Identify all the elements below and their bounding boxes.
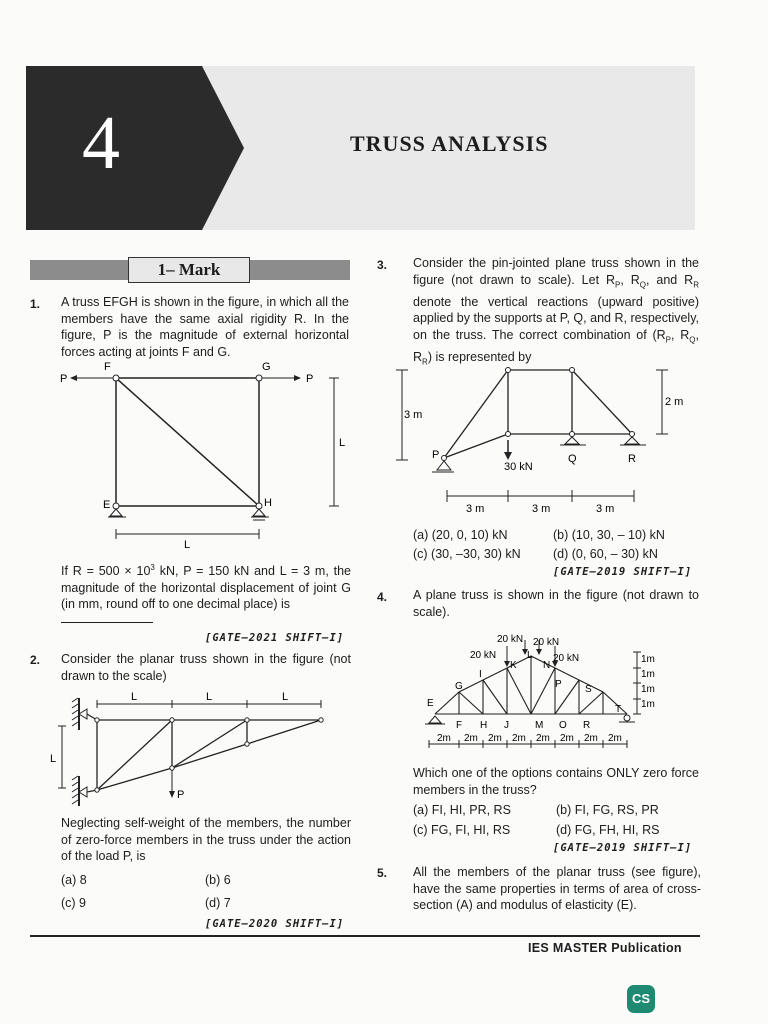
q1-number: 1.	[30, 297, 41, 311]
q4-label-t: T	[615, 704, 622, 715]
q3-label-load: 30 kN	[504, 461, 533, 473]
q3-label-p: P	[432, 449, 440, 461]
q2-option-c: (c) 9	[61, 896, 86, 910]
q2-option-a: (a) 8	[61, 873, 87, 887]
q4-after-text: Which one of the options contains ONLY zero force members in the truss?	[413, 766, 699, 797]
q4-label-l: L	[527, 650, 533, 661]
q4-spacing-3: 2m	[488, 733, 502, 744]
q4-label-j: J	[504, 720, 509, 731]
q4-spacing-2: 2m	[464, 733, 478, 744]
q2-label-l3: L	[282, 691, 289, 703]
q1-label-l-vertical: L	[339, 437, 346, 449]
q4-label-e: E	[427, 698, 434, 709]
q4-truss-figure	[415, 630, 695, 756]
q1-truss-figure	[58, 360, 358, 550]
q5-text: All the members of the planar truss (see figure), have the same properties in terms of area of cross-section (A) and modulus of elasticity (E).	[413, 865, 701, 912]
q4-label-m: M	[535, 720, 544, 731]
q2-truss-figure	[45, 688, 345, 808]
q4-height-3: 1m	[641, 684, 655, 695]
q4-number: 4.	[377, 590, 388, 604]
q1-label-h: H	[264, 497, 272, 509]
q4-height-4: 1m	[641, 699, 655, 710]
q4-spacing-7: 2m	[584, 733, 598, 744]
q4-spacing-8: 2m	[608, 733, 622, 744]
q3-source: [GATE–2019 SHIFT–I]	[553, 566, 693, 578]
q4-label-i: I	[479, 669, 482, 680]
q2-source: [GATE–2020 SHIFT–I]	[205, 918, 345, 930]
section-heading: 1– Mark	[128, 257, 250, 283]
q3-option-d: (d) (0, 60, – 30) kN	[553, 547, 658, 561]
q4-label-r: R	[583, 720, 591, 731]
q3-label-2m-height: 2 m	[665, 396, 684, 408]
q2-after-text: Neglecting self-weight of the members, the number of zero-force members in the truss under the action of the load P, is	[61, 816, 351, 863]
q4-load-3: 20 kN	[533, 637, 560, 648]
q4-label-g: G	[455, 681, 463, 692]
q2-label-l-vertical: L	[50, 753, 57, 765]
q1-label-p-left: P	[60, 373, 68, 385]
q1-source: [GATE–2021 SHIFT–I]	[205, 632, 345, 644]
q4-height-2: 1m	[641, 669, 655, 680]
q4-option-d: (d) FG, FH, HI, RS	[556, 823, 660, 837]
q4-label-s: S	[585, 684, 592, 695]
q3-option-b: (b) (10, 30, – 10) kN	[553, 528, 665, 542]
q3-label-r: R	[628, 453, 636, 465]
q4-label-f: F	[456, 720, 463, 731]
q4-option-a: (a) FI, HI, PR, RS	[413, 803, 511, 817]
q1-text: A truss EFGH is shown in the figure, in which all the members have the same axial rigidity R. In the figure, P is the magnitude of external horizontal forces acting at joints F and G.	[61, 295, 349, 359]
footer-publisher: IES MASTER Publication	[528, 941, 682, 955]
q1-label-e: E	[103, 499, 111, 511]
footer-rule	[30, 935, 700, 937]
q4-load-1: 20 kN	[470, 650, 497, 661]
q2-number: 2.	[30, 653, 41, 667]
q3-label-q: Q	[568, 453, 577, 465]
q1-label-g: G	[262, 361, 271, 373]
q3-label-span1: 3 m	[466, 503, 485, 515]
chapter-number: 4	[82, 101, 120, 185]
q3-label-3m-height: 3 m	[404, 409, 423, 421]
q2-label-p: P	[177, 789, 185, 801]
q1-label-f: F	[104, 361, 111, 373]
q3-label-span3: 3 m	[596, 503, 615, 515]
q5-number: 5.	[377, 866, 388, 880]
q4-option-c: (c) FG, FI, HI, RS	[413, 823, 511, 837]
q1-label-l-horizontal: L	[184, 539, 191, 550]
q4-label-k: K	[510, 660, 517, 671]
q1-answer-blank	[61, 622, 153, 623]
q4-spacing-6: 2m	[560, 733, 574, 744]
q1-after-text: If $R = 500 \times 10^3$ kN, P = 150 kN and L = 3 m, the magnitude of the horizontal displacement of joint G (in mm, round off to one decimal place) is	[61, 563, 351, 612]
q4-option-b: (b) FI, FG, RS, PR	[556, 803, 659, 817]
q2-label-l1: L	[131, 691, 138, 703]
q4-spacing-5: 2m	[536, 733, 550, 744]
chapter-title: TRUSS ANALYSIS	[350, 131, 549, 156]
q4-label-n: N	[543, 660, 551, 671]
q4-label-o: O	[559, 720, 567, 731]
q4-text: A plane truss is shown in the figure (not drawn to scale).	[413, 588, 699, 619]
q4-spacing-4: 2m	[512, 733, 526, 744]
camscanner-badge: CS	[627, 985, 655, 1013]
q2-option-d: (d) 7	[205, 896, 231, 910]
q3-option-a: (a) (20, 0, 10) kN	[413, 528, 508, 542]
q3-label-span2: 3 m	[532, 503, 551, 515]
q4-label-h: H	[480, 720, 488, 731]
q4-load-2: 20 kN	[497, 634, 524, 645]
q4-label-p: P	[555, 679, 562, 690]
q3-number: 3.	[377, 258, 388, 272]
q4-spacing-1: 2m	[437, 733, 451, 744]
q3-text: Consider the pin-jointed plane truss shown in the figure (not drawn to scale). Let $R_P$, $R_Q$, and $R_R$ denote the vertical reactions (upward positive) applied by the supports at P, Q, and R, respectively, on the truss. The correct combination of ($R_P$, $R_Q$, $R_R$) is represented by	[413, 256, 699, 366]
q4-load-4: 20 kN	[553, 653, 580, 664]
q3-option-c: (c) (30, –30, 30) kN	[413, 547, 521, 561]
q4-height-1: 1m	[641, 654, 655, 665]
q2-text: Consider the planar truss shown in the figure (not drawn to the scale)	[61, 652, 351, 683]
q3-truss-figure	[382, 360, 702, 520]
q2-label-l2: L	[206, 691, 213, 703]
q4-source: [GATE–2019 SHIFT–I]	[553, 842, 693, 854]
q2-option-b: (b) 6	[205, 873, 231, 887]
q1-label-p-right: P	[306, 373, 314, 385]
